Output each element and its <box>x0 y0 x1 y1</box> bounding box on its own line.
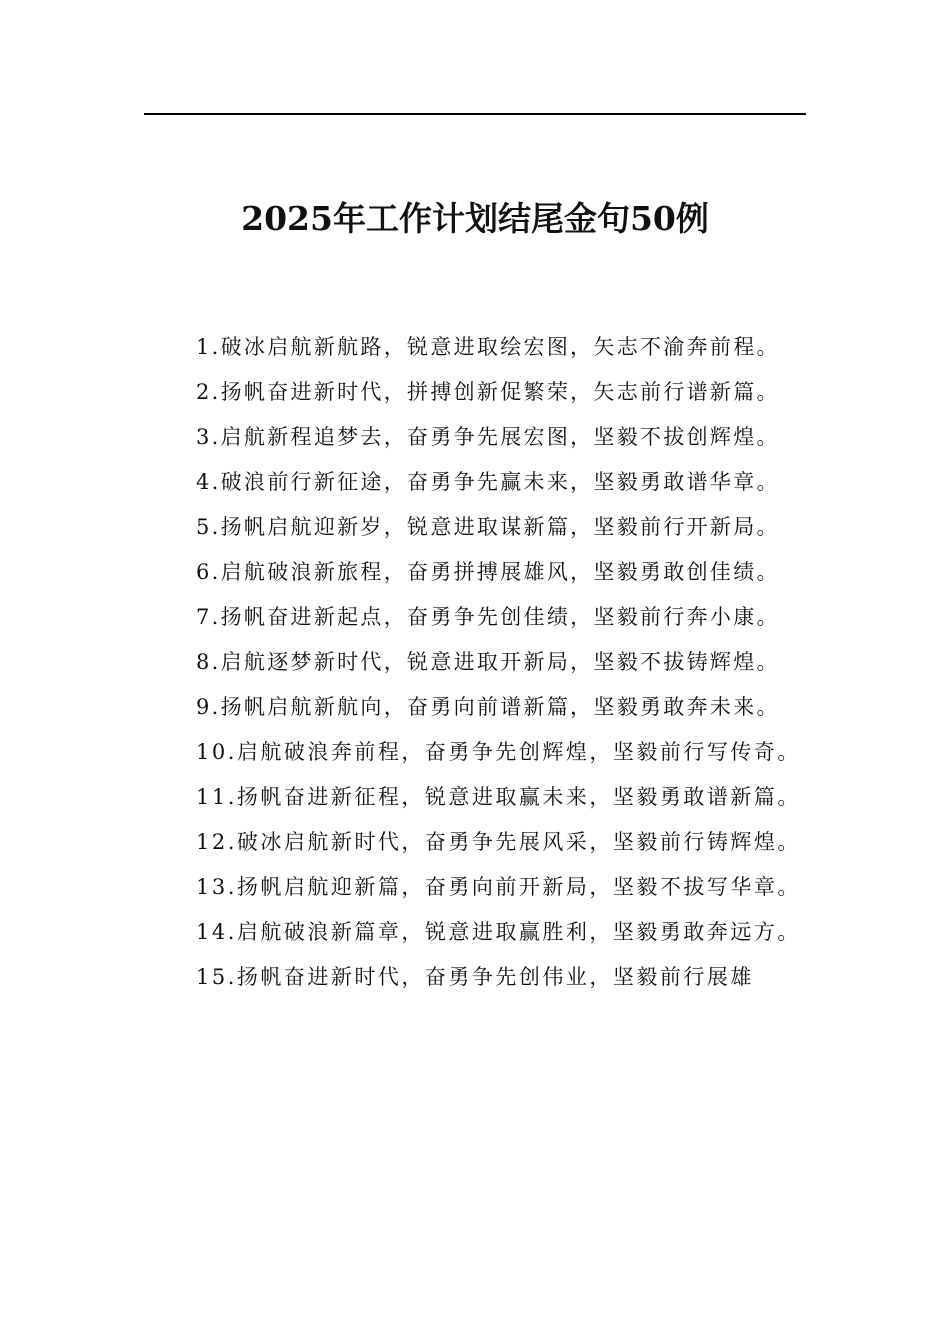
list-item: 14.启航破浪新篇章，锐意进取赢胜利，坚毅勇敢奔远方。 <box>196 920 801 944</box>
list-item: 3.启航新程追梦去，奋勇争先展宏图，坚毅不拔创辉煌。 <box>196 425 780 449</box>
list-item: 13.扬帆启航迎新篇，奋勇向前开新局，坚毅不拔写华章。 <box>196 875 801 899</box>
slogan-list <box>144 325 806 1000</box>
list-item: 1.破冰启航新航路，锐意进取绘宏图，矢志不渝奔前程。 <box>196 335 780 359</box>
list-item: 9.扬帆启航新航向，奋勇向前谱新篇，坚毅勇敢奔未来。 <box>196 695 780 719</box>
list-item: 2.扬帆奋进新时代，拼搏创新促繁荣，矢志前行谱新篇。 <box>196 380 780 404</box>
header-rule <box>144 113 806 115</box>
list-item: 12.破冰启航新时代，奋勇争先展风采，坚毅前行铸辉煌。 <box>196 830 801 854</box>
list-item: 5.扬帆启航迎新岁，锐意进取谋新篇，坚毅前行开新局。 <box>196 515 780 539</box>
document-title: 2025年工作计划结尾金句50例 <box>241 199 709 238</box>
list-item: 8.启航逐梦新时代，锐意进取开新局，坚毅不拔铸辉煌。 <box>196 650 780 674</box>
list-item: 7.扬帆奋进新起点，奋勇争先创佳绩，坚毅前行奔小康。 <box>196 605 780 629</box>
list-item: 4.破浪前行新征途，奋勇争先赢未来，坚毅勇敢谱华章。 <box>196 470 780 494</box>
list-item: 15.扬帆奋进新时代，奋勇争先创伟业，坚毅前行展雄 <box>196 965 754 989</box>
list-item: 10.启航破浪奔前程，奋勇争先创辉煌，坚毅前行写传奇。 <box>196 740 801 764</box>
list-item: 11.扬帆奋进新征程，锐意进取赢未来，坚毅勇敢谱新篇。 <box>196 785 801 809</box>
list-item: 6.启航破浪新旅程，奋勇拼搏展雄风，坚毅勇敢创佳绩。 <box>196 560 780 584</box>
